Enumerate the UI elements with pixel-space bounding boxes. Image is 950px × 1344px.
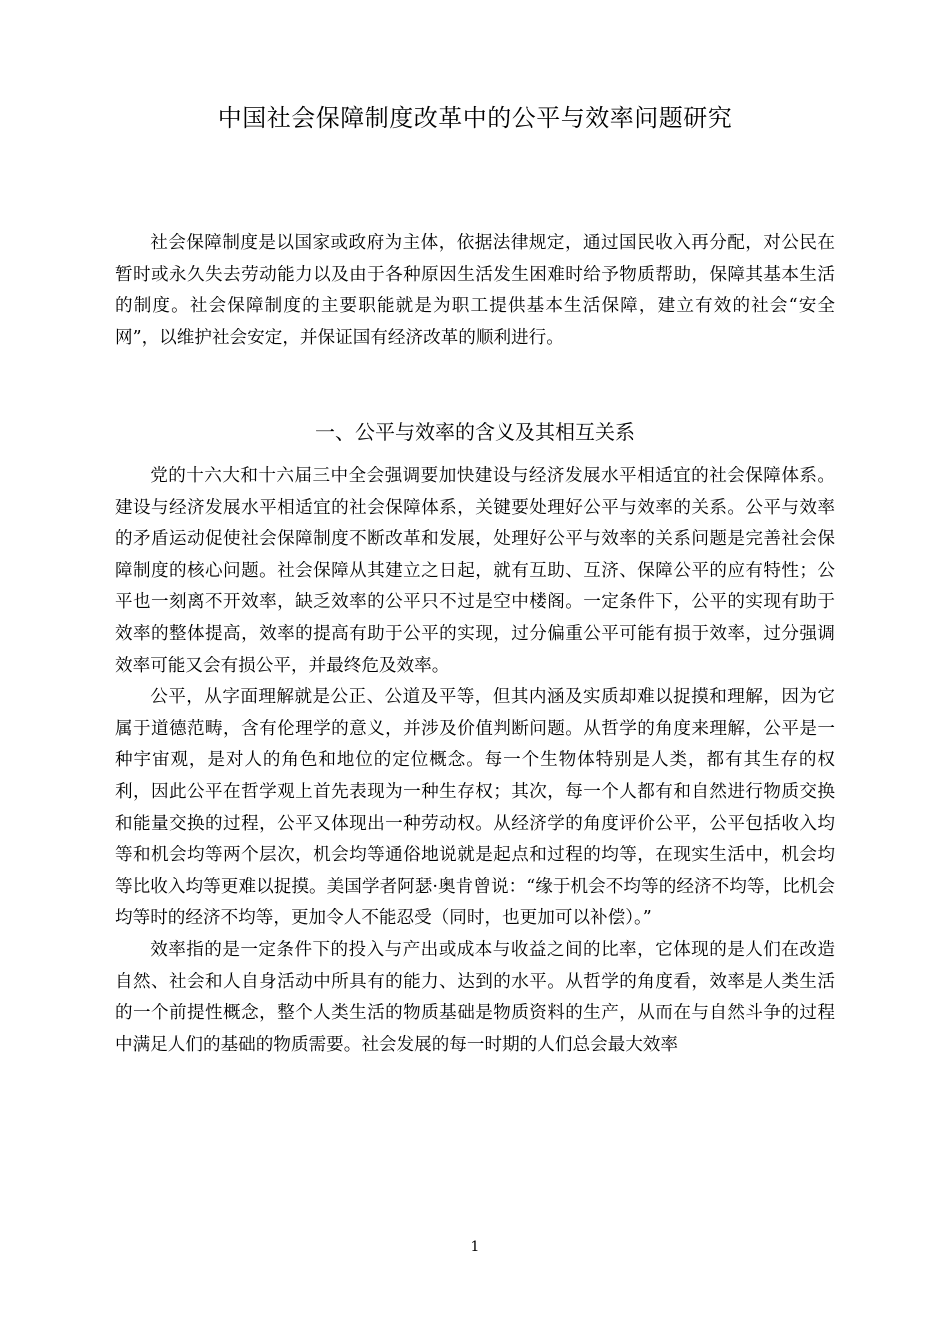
section-heading: 一、公平与效率的含义及其相互关系 [315, 420, 635, 444]
intro-paragraph: 社会保障制度是以国家或政府为主体，依据法律规定，通过国民收入再分配，对公民在暂时或永久失去劳动能力以及由于各种原因生活发生困难时给予物质帮助，保障其基本生活的制度。社会保障制度的主要职能就是为职工提供基本生活保障，建立有效的社会“安全网”，以维护社会安定，并保证国有经济改革的顺利进行。 [115, 233, 835, 348]
document-title: 中国社会保障制度改革中的公平与效率问题研究 [217, 104, 733, 132]
body-paragraph: 党的十六大和十六届三中全会强调要加快建设与经济发展水平相适宜的社会保障体系。建设与经济发展水平相适宜的社会保障体系，关键要处理好公平与效率的关系。公平与效率的矛盾运动促使社会保障制度不断改革和发展，处理好公平与效率的关系问题是完善社会保障制度的核心问题。社会保障从其建立之日起，就有互助、互济、保障公平的应有特性；公平也一刻离不开效率，缺乏效率的公平只不过是空中楼阁。一定条件下，公平的实现有助于效率的整体提高，效率的提高有助于公平的实现，过分偏重公平可能有损于效率，过分强调效率可能又会有损公平，并最终危及效率。 [115, 466, 835, 676]
section-body [115, 461, 835, 1061]
page-number: 1 [470, 1239, 480, 1255]
body-paragraph: 公平，从字面理解就是公正、公道及平等，但其内涵及实质却难以捉摸和理解，因为它属于道德范畴，含有伦理学的意义，并涉及价值判断问题。从哲学的角度来理解，公平是一种宇宙观，是对人的角色和地位的定位概念。每一个生物体特别是人类，都有其生存的权利，因此公平在哲学观上首先表现为一种生存权；其次，每一个人都有和自然进行物质交换和能量交换的过程，公平又体现出一种劳动权。从经济学的角度评价公平，公平包括收入均等和机会均等两个层次，机会均等通俗地说就是起点和过程的均等，在现实生活中，机会均等比收入均等更难以捉摸。美国学者阿瑟·奥肯曾说：“缘于机会不均等的经济不均等，比机会均等时的经济不均等，更加令人不能忍受（同时，也更加可以补偿）。” [115, 687, 835, 929]
intro-section [115, 228, 835, 354]
body-paragraph: 效率指的是一定条件下的投入与产出或成本与收益之间的比率，它体现的是人们在改造自然、社会和人自身活动中所具有的能力、达到的水平。从哲学的角度看，效率是人类生活的一个前提性概念，整个人类生活的物质基础是物质资料的生产，从而在与自然斗争的过程中满足人们的基础的物质需要。社会发展的每一时期的人们总会最大效率 [115, 939, 835, 1055]
